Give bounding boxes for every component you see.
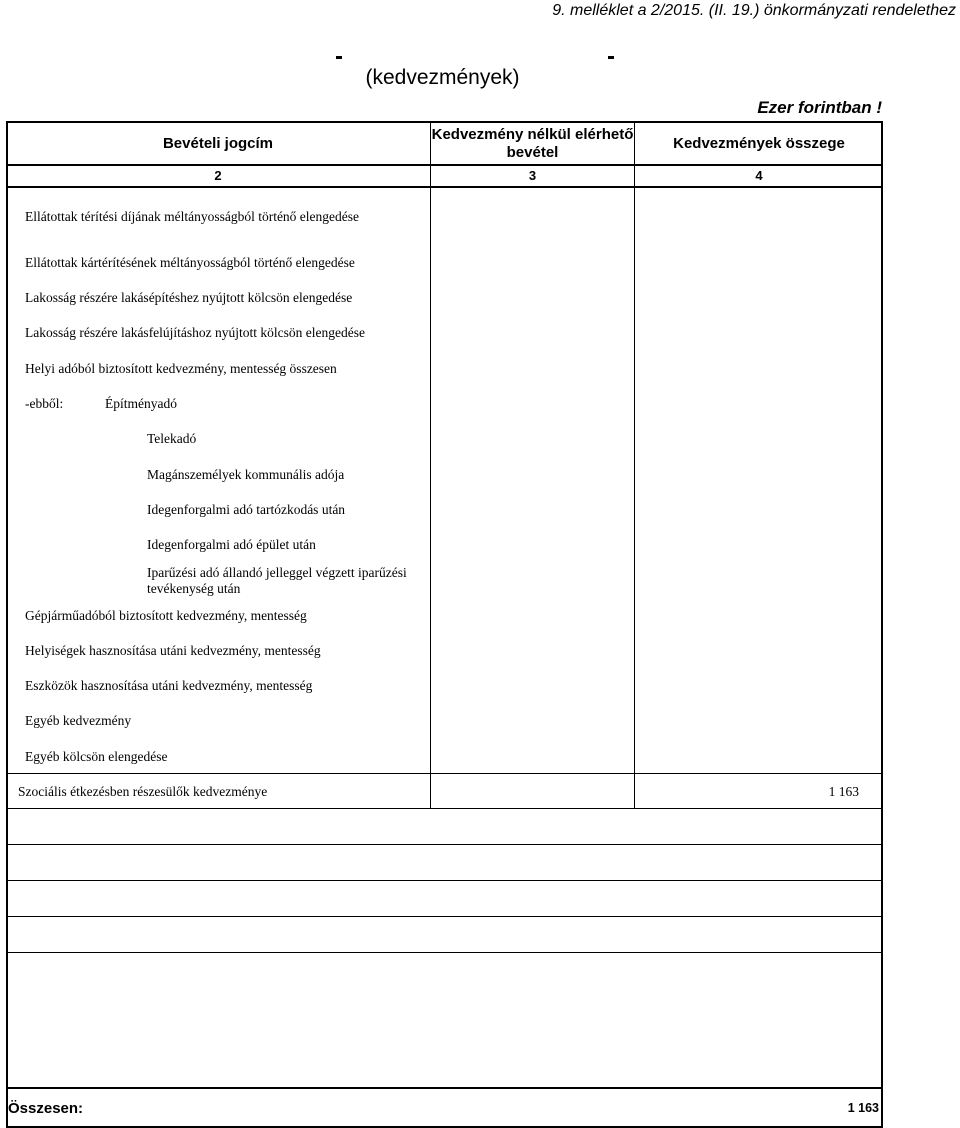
column-number: 3	[528, 168, 537, 183]
row-value: 1 163	[828, 784, 859, 799]
table-row	[25, 245, 445, 280]
table-row	[147, 563, 429, 598]
row-label: Eszközök hasznosítása utáni kedvezmény, mentesség	[25, 677, 313, 693]
header-divider	[6, 164, 883, 166]
row-label: Egyéb kölcsön elengedése	[25, 748, 168, 764]
column-number: 2	[214, 168, 222, 183]
unit-note: Ezer forintban !	[757, 98, 882, 117]
annex-reference: 9. melléklet a 2/2015. (II. 19.) önkormányzati rendelethez	[552, 2, 956, 19]
table-row	[25, 199, 445, 234]
table-row	[25, 351, 445, 386]
row-divider	[6, 844, 883, 845]
table-row	[147, 457, 567, 492]
total-divider	[6, 1087, 883, 1089]
column-header-discount-sum: Kedvezmények összege	[673, 134, 845, 152]
table-row	[25, 703, 445, 738]
column-divider	[634, 121, 635, 808]
total-value: 1 163	[847, 1101, 879, 1115]
cut-mark	[336, 56, 342, 59]
table-row	[25, 668, 445, 703]
table-row	[18, 774, 618, 809]
row-divider	[6, 952, 883, 953]
row-label: Idegenforgalmi adó tartózkodás után	[147, 501, 346, 517]
table-row	[25, 386, 445, 421]
table-row	[25, 280, 445, 315]
row-label: Iparűzési adó állandó jelleggel végzett iparűzési tevékenység után	[147, 564, 407, 596]
table-row	[25, 315, 445, 350]
row-label: Gépjárműadóból biztosított kedvezmény, mentesség	[25, 607, 307, 623]
column-number: 4	[755, 168, 763, 183]
cut-mark	[608, 56, 614, 59]
row-label: Szociális étkezésben részesülők kedvezménye	[18, 783, 268, 799]
row-label: Idegenforgalmi adó épület után	[147, 536, 316, 552]
row-divider	[6, 880, 883, 881]
row-prefix: -ebből:	[25, 395, 64, 411]
row-label: Telekadó	[147, 430, 197, 446]
row-label: Lakosság részére lakásépítéshez nyújtott kölcsön elengedése	[25, 289, 353, 305]
row-label: Ellátottak térítési díjának méltányosságból történő elengedése	[25, 208, 360, 224]
column-header-base-revenue: Kedvezmény nélkül elérhető bevétel	[431, 125, 634, 161]
row-label: Magánszemélyek kommunális adója	[147, 466, 345, 482]
table-row	[147, 527, 567, 562]
row-label: Ellátottak kártérítésének méltányosságból történő elengedése	[25, 254, 355, 270]
row-label: Helyiségek hasznosítása utáni kedvezmény, mentesség	[25, 642, 321, 658]
table-row	[147, 421, 567, 456]
row-label: Építményadó	[105, 395, 177, 411]
table-row	[147, 492, 567, 527]
colnum-divider	[6, 186, 883, 188]
column-header-title: Bevételi jogcím	[162, 134, 274, 152]
row-label: Egyéb kedvezmény	[25, 712, 132, 728]
row-label: Lakosság részére lakásfelújításhoz nyújtott kölcsön elengedése	[25, 324, 366, 340]
row-label: Helyi adóból biztosított kedvezmény, mentesség összesen	[25, 360, 337, 376]
page-subtitle: (kedvezmények)	[365, 66, 520, 89]
table-row	[25, 739, 445, 774]
row-divider	[6, 916, 883, 917]
table-row	[25, 633, 445, 668]
table-row	[25, 598, 445, 633]
total-label: Összesen:	[8, 1100, 84, 1117]
